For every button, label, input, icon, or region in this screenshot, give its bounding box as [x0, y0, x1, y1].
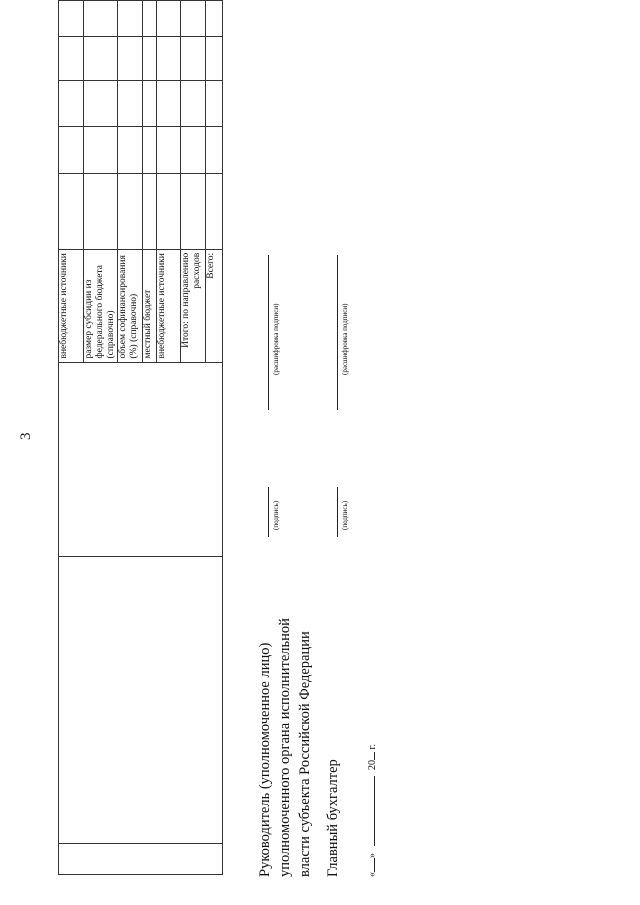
accountant-title: Главный бухгалтер — [325, 759, 341, 877]
accountant-decoding-caption: (расшифровка подписи) — [341, 303, 349, 375]
table-cell — [181, 173, 206, 249]
table-cell — [84, 127, 118, 174]
table-cell — [157, 1, 181, 37]
row-label: Всего: — [206, 249, 223, 362]
table-cell — [59, 844, 223, 875]
year-blank — [364, 752, 375, 760]
table-cell — [157, 81, 181, 127]
row-label: внебюджетные источники — [59, 249, 84, 362]
table-cell — [118, 127, 143, 174]
table-cell — [84, 173, 118, 249]
table-cell — [143, 1, 157, 37]
table-cell — [157, 127, 181, 174]
table-cell — [84, 1, 118, 37]
row-label: Итого: по направлению расходов — [181, 249, 206, 362]
head-decoding-line — [268, 255, 269, 410]
month-blank — [364, 777, 375, 847]
accountant-signature-caption: (подпись) — [341, 500, 349, 530]
table-cell — [59, 557, 223, 844]
year-suffix: г. — [367, 744, 378, 750]
table-cell — [118, 173, 143, 249]
date-line — [364, 744, 378, 877]
table-cell — [84, 37, 118, 81]
table-cell — [206, 81, 223, 127]
table-cell — [143, 173, 157, 249]
table-cell — [181, 1, 206, 37]
accountant-decoding-line — [337, 255, 338, 410]
table-cell — [206, 127, 223, 174]
table-cell — [59, 127, 84, 174]
subsidy-table — [58, 0, 223, 875]
day-blank — [364, 858, 375, 872]
year-prefix: 20 — [367, 760, 378, 770]
table-cell — [59, 81, 84, 127]
table-cell — [157, 37, 181, 81]
date-close-quote: » — [367, 853, 378, 858]
table-cell — [118, 81, 143, 127]
table-cell — [84, 81, 118, 127]
table-cell — [181, 81, 206, 127]
table-cell — [143, 127, 157, 174]
row-label: объем софинансирования (%) (справочно) — [118, 249, 143, 362]
table-cell — [143, 37, 157, 81]
table-cell — [59, 362, 223, 557]
row-label: местный бюджет — [143, 249, 157, 362]
accountant-signature-line — [337, 487, 338, 537]
table-cell — [181, 127, 206, 174]
head-title: Руководитель (уполномоченное лицо) уполномоченного органа исполнительной власти субъекта Российской Федерации — [257, 618, 313, 877]
table-cell — [143, 81, 157, 127]
row-label: внебюджетные источники — [157, 249, 181, 362]
table-cell — [59, 37, 84, 81]
table-cell — [206, 37, 223, 81]
table-cell — [181, 37, 206, 81]
table-row — [59, 1, 84, 875]
date-open-quote: « — [367, 872, 378, 877]
head-signature-caption: (подпись) — [272, 500, 280, 530]
table-cell — [118, 1, 143, 37]
head-signature-line — [268, 487, 269, 537]
table-cell — [59, 173, 84, 249]
table-cell — [206, 173, 223, 249]
table-cell — [118, 37, 143, 81]
table-cell — [206, 1, 223, 37]
row-label: размер субсидии из федерального бюджета (справочно) — [84, 249, 118, 362]
head-decoding-caption: (расшифровка подписи) — [272, 303, 280, 375]
table-cell — [157, 173, 181, 249]
page-number: 3 — [18, 432, 34, 440]
table-cell — [59, 1, 84, 37]
